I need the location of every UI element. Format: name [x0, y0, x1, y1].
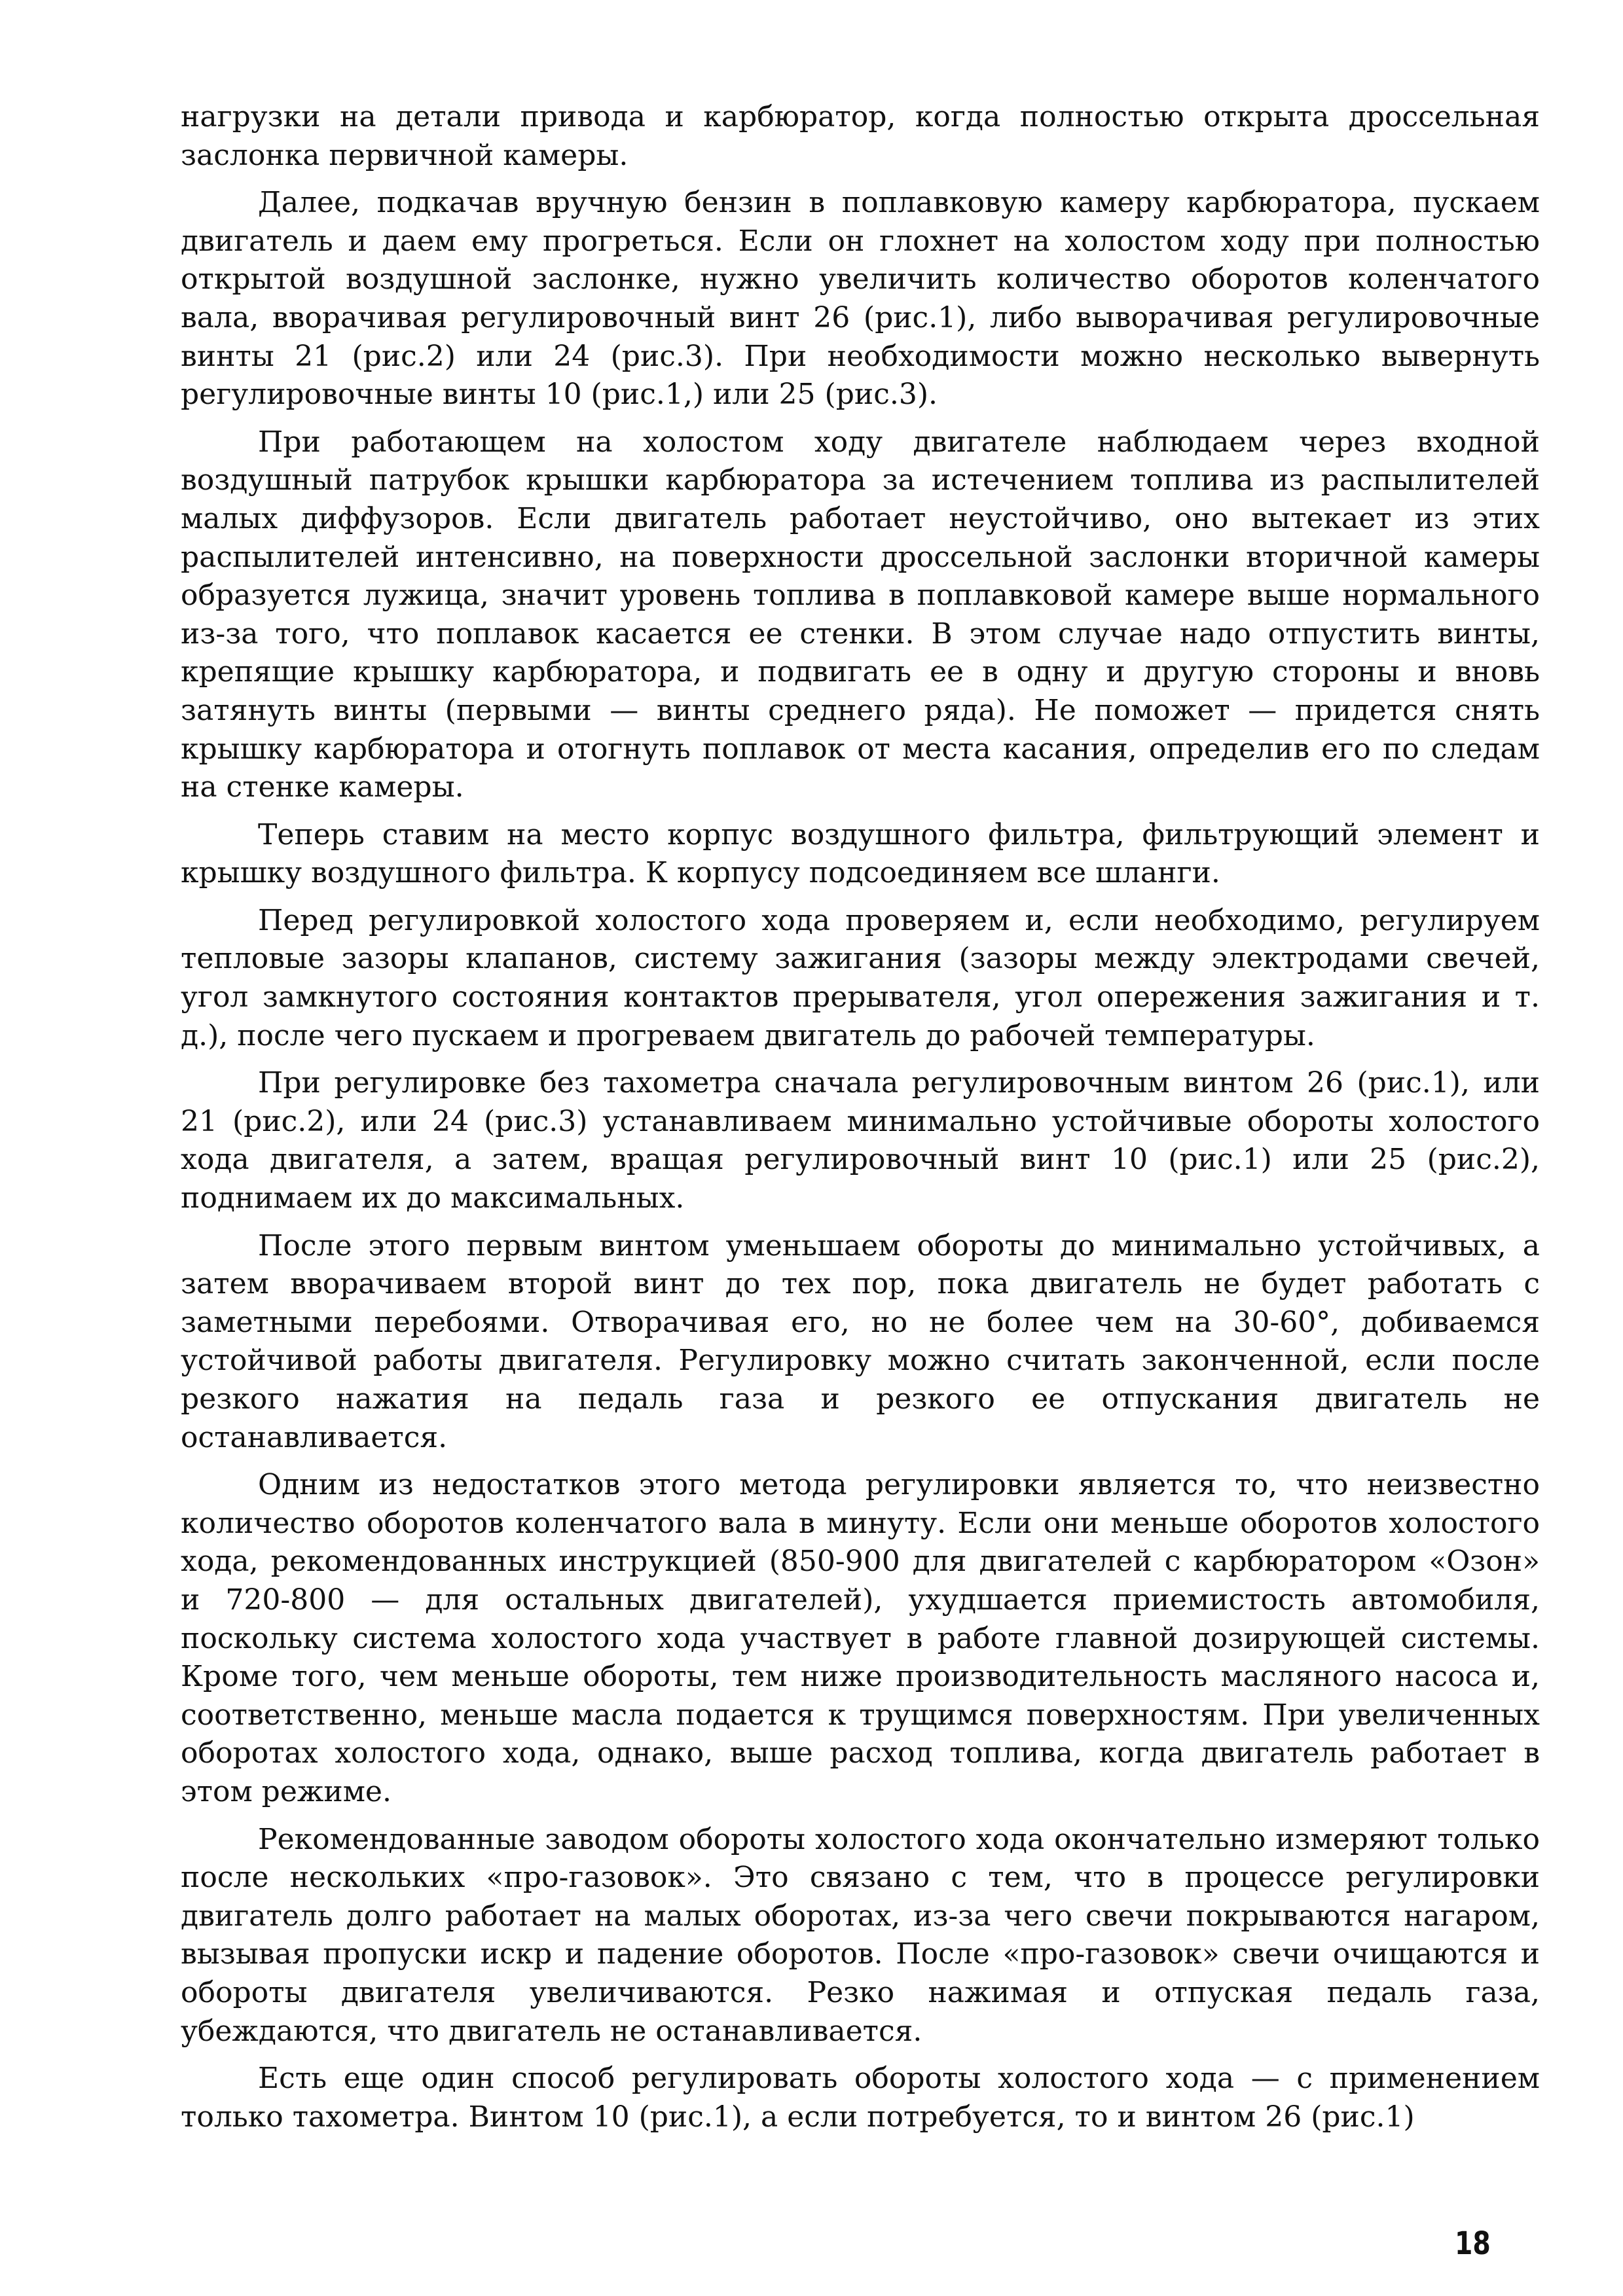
paragraph: Теперь ставим на место корпус воздушного фильтра, фильтрующий элемент и крышку воздушного фильтра. К корпусу подсоединяем все шланги. — [181, 817, 1540, 890]
paragraph: Одним из недостатков этого метода регулировки является то, что неизвестно количество оборотов коленчатого вала в минуту. Если они меньше оборотов холостого хода, рекомендованных инструкцией (850-900 для двигателей с карбюратором «Озон» и 720-800 — для остальных двигателей), ухудшается приемистость автомобиля, поскольку система холостого хода участвует в работе главной дозирующей системы. Кроме того, чем меньше обороты, тем ниже производительность масляного насоса и, соответственно, меньше масла подается к трущимся поверхностям. При увеличенных оборотах холостого хода, однако, выше расход топлива, когда двигатель работает в этом режиме. — [181, 1468, 1540, 1808]
paragraph: После этого первым винтом уменьшаем обороты до минимально устойчивых, а затем вворачиваем второй винт до тех пор, пока двигатель не будет работать с заметными перебоями. Отворачивая его, но не более чем на 30-60°, добиваемся устойчивой работы двигателя. Регулировку можно считать законченной, если после резкого нажатия на педаль газа и резкого ее отпускания двигатель не останавливается. — [181, 1229, 1540, 1454]
paragraph: Перед регулировкой холостого хода проверяем и, если необходимо, регулируем тепловые зазоры клапанов, систему зажигания (зазоры между электродами свечей, угол замкнутого состояния контактов прерывателя, угол опережения зажигания и т. д.), после чего пускаем и прогреваем двигатель до рабочей температуры. — [181, 903, 1540, 1052]
paragraph: Есть еще один способ регулировать обороты холостого хода — с применением только тахометра. Винтом 10 (рис.1), а если потребуется, то и винтом 26 (рис.1) — [181, 2062, 1540, 2134]
paragraph: Далее, подкачав вручную бензин в поплавковую камеру карбюратора, пускаем двигатель и даем ему прогреться. Если он глохнет на холостом ходу при полностью открытой воздушной заслонке, нужно увеличить количество оборотов коленчатого вала, вворачивая регулировочный винт 26 (рис.1), либо выворачивая регулировочные винты 21 (рис.2) или 24 (рис.3). При необходимости можно несколько вывернуть регулировочные винты 10 (рис.1,) или 25 (рис.3). — [181, 186, 1540, 412]
paragraph: При регулировке без тахометра сначала регулировочным винтом 26 (рис.1), или 21 (рис.2), или 24 (рис.3) устанавливаем минимально устойчивые обороты холостого хода двигателя, а затем, вращая регулировочный винт 10 (рис.1) или 25 (рис.2), поднимаем их до максимальных. — [181, 1066, 1540, 1215]
page-number: 18 — [1455, 2225, 1491, 2262]
paragraph-continuation: нагрузки на детали привода и карбюратор, когда полностью открыта дроссельная заслонка первичной камеры. — [181, 100, 1540, 172]
paragraph: Рекомендованные заводом обороты холостого хода окончательно измеряют только после нескольких «про-газовок». Это связано с тем, что в процессе регулировки двигатель долго работает на малых оборотах, из-за чего свечи покрываются нагаром, вызывая пропуски искр и падение оборотов. После «про-газовок» свечи очищаются и обороты двигателя увеличиваются. Резко нажимая и отпуская педаль газа, убеждаются, что двигатель не останавливается. — [181, 1822, 1540, 2048]
page-body — [181, 98, 1540, 2145]
paragraph: При работающем на холостом ходу двигателе наблюдаем через входной воздушный патрубок крышки карбюратора за истечением топлива из распылителей малых диффузоров. Если двигатель работает неустойчиво, оно вытекает из этих распылителей интенсивно, на поверхности дроссельной заслонки вторичной камеры образуется лужица, значит уровень топлива в поплавковой камере выше нормального из-за того, что поплавок касается ее стенки. В этом случае надо отпустить винты, крепящие крышку карбюратора, и подвигать ее в одну и другую стороны и вновь затянуть винты (первыми — винты среднего ряда). Не поможет — придется снять крышку карбюратора и отогнуть поплавок от места касания, определив его по следам на стенке камеры. — [181, 425, 1540, 804]
